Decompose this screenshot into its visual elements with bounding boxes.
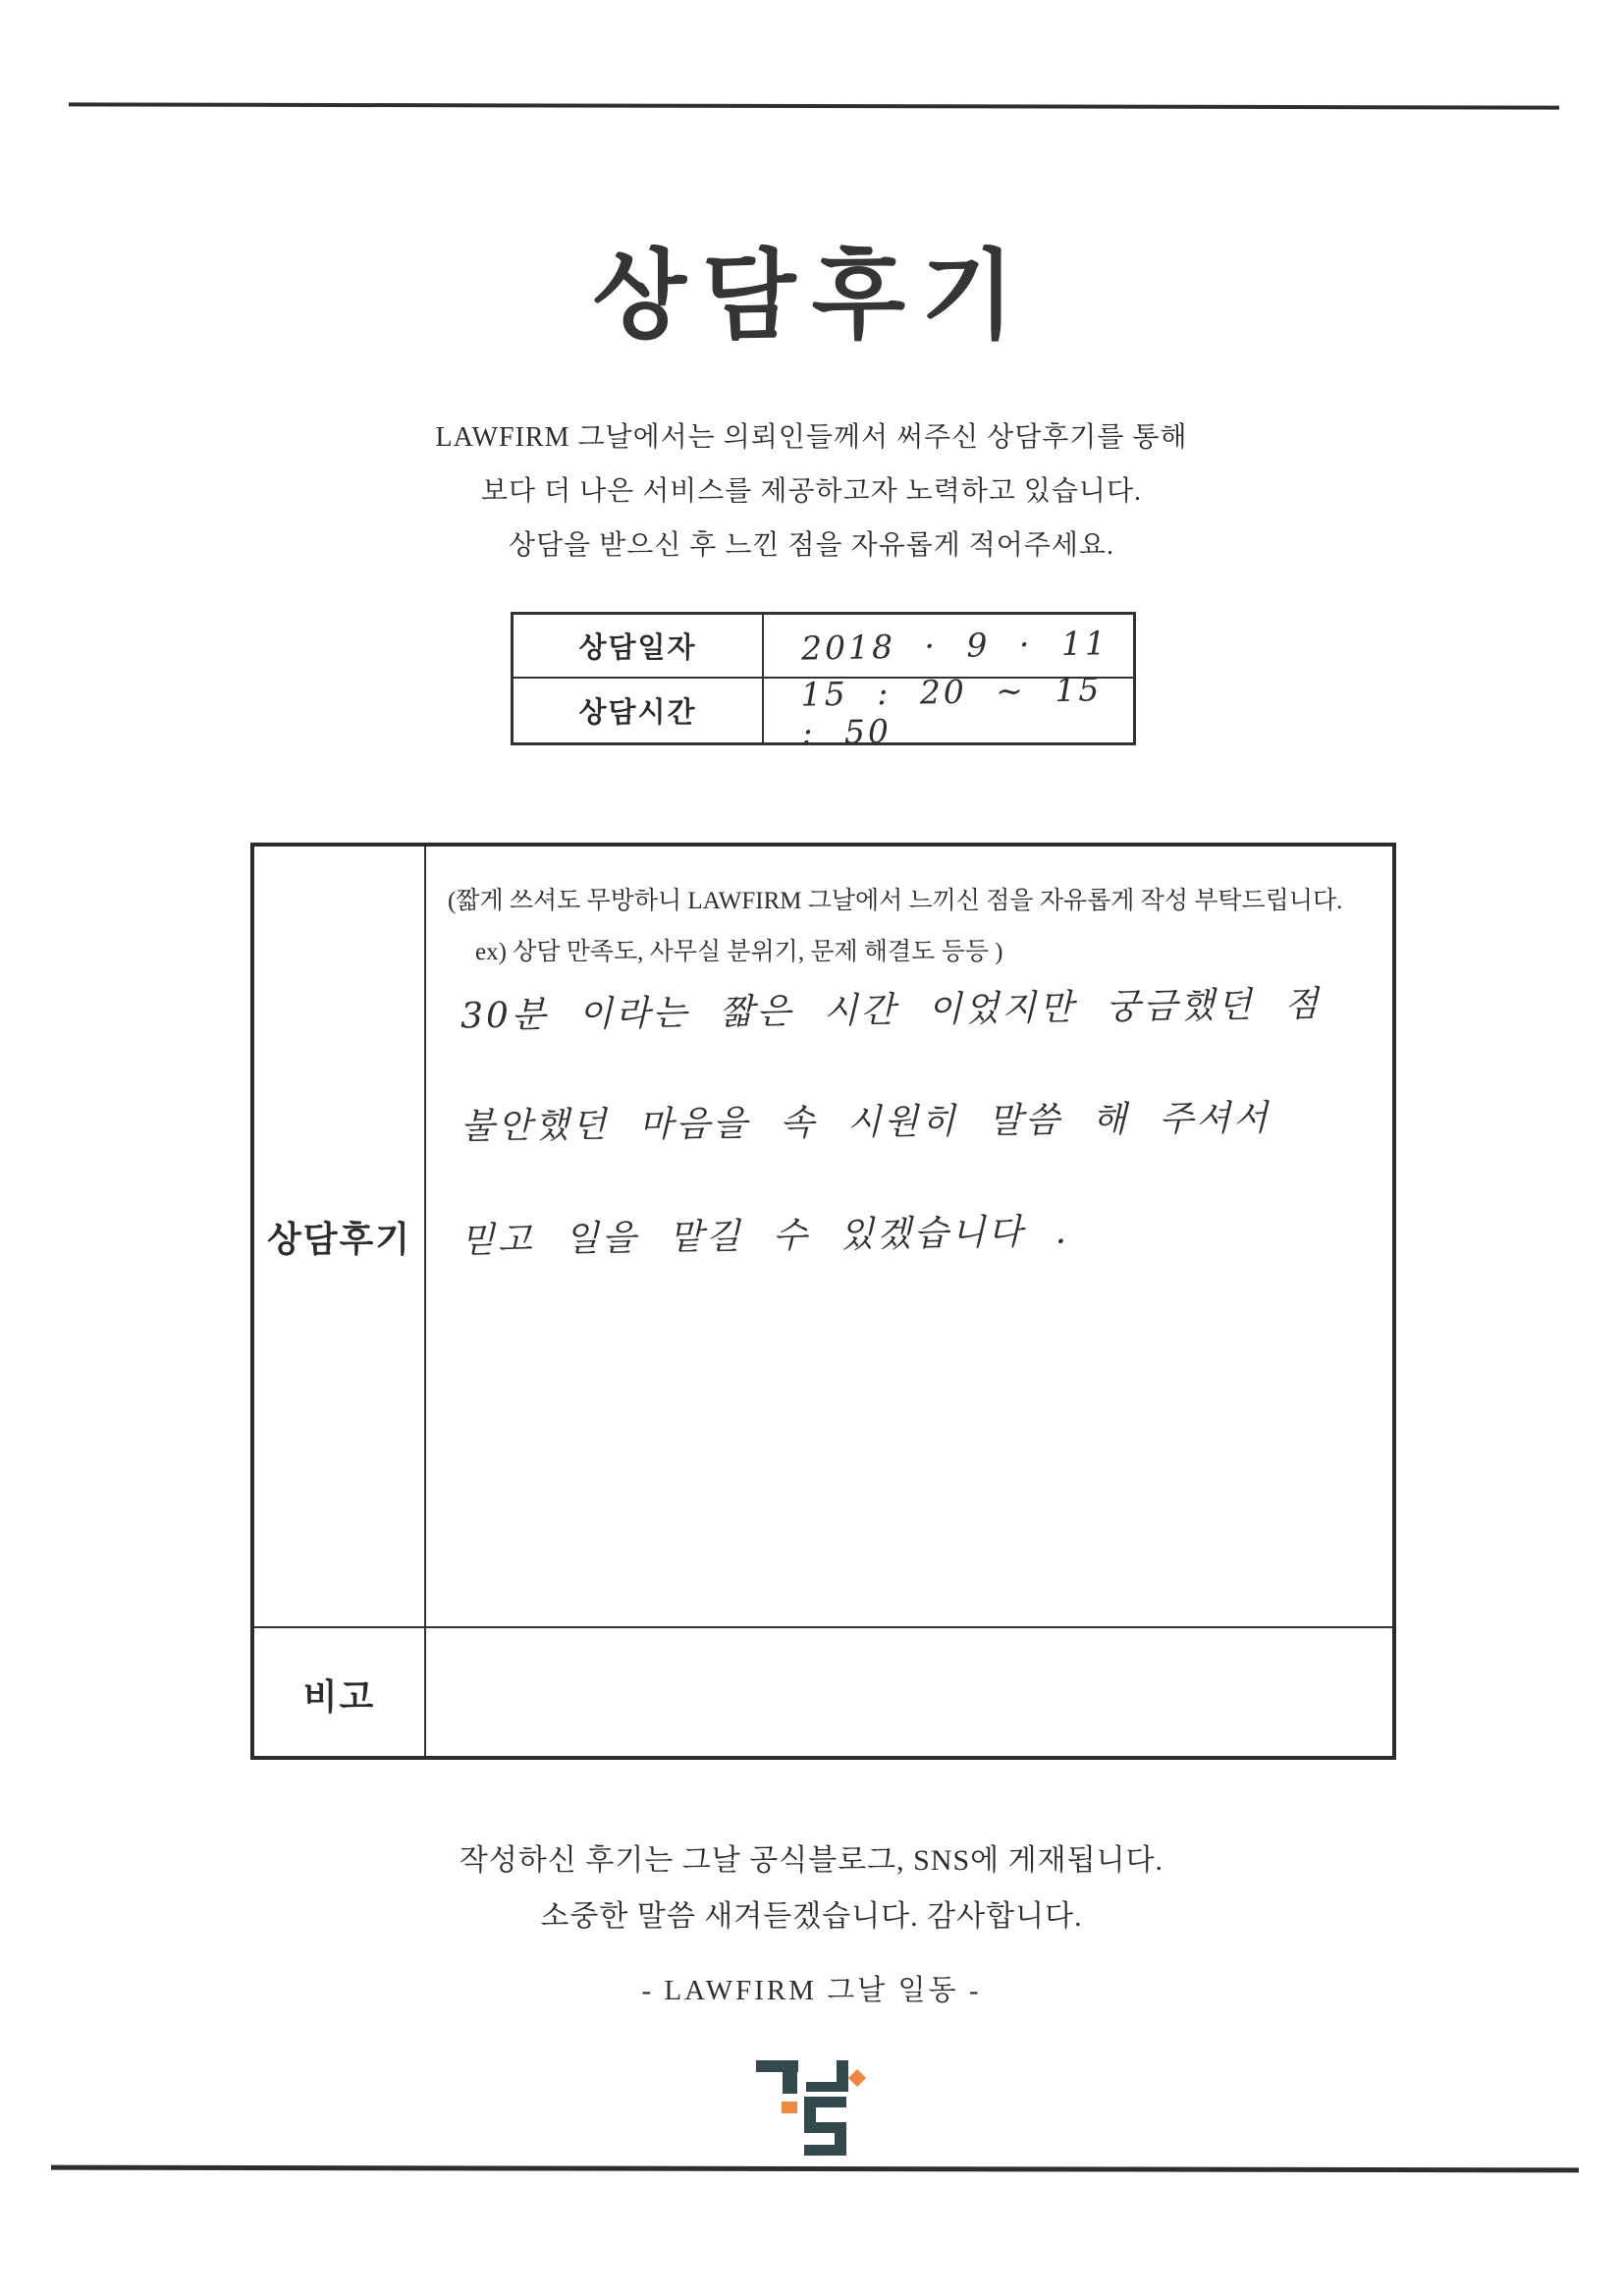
consult-date-label: 상담일자 (514, 615, 764, 677)
intro-text (0, 410, 1623, 573)
remarks-value (426, 1628, 1392, 1760)
table-row (514, 669, 1133, 752)
review-table (250, 843, 1396, 1760)
consultation-info-table (511, 612, 1136, 752)
table-row (514, 615, 1133, 679)
footer-line-2: 소중한 말씀 새겨듣겠습니다. 감사합니다. (540, 1900, 1083, 1933)
remarks-row-label: 비고 (302, 1676, 376, 1717)
top-divider-line (69, 102, 1559, 109)
instruction-text (448, 876, 1379, 978)
handwritten-review-line-1: 30분 이라는 짧은 시간 이었지만 궁금했던 점 (460, 984, 1322, 1037)
intro-line-3: 상담을 받으신 후 느낀 점을 자유롭게 적어주세요. (509, 530, 1114, 561)
intro-line-1: LAWFIRM 그날에서는 의뢰인들께서 써주신 상담후기를 통해 (435, 422, 1188, 453)
instruction-line-1: (짧게 쓰셔도 무방하니 LAWFIRM 그날에서 느끼신 점을 자유롭게 작성 부탁드립니다. (448, 888, 1343, 914)
review-row-label: 상담후기 (266, 1219, 412, 1259)
intro-line-2: 보다 더 나은 서비스를 제공하고자 노력하고 있습니다. (480, 476, 1143, 507)
handwritten-review-line-2: 불안했던 마음을 속 시원히 말씀 해 주셔서 (460, 1098, 1271, 1147)
review-body-cell (426, 847, 1392, 1626)
signoff-text: - LAWFIRM 그날 일동 - (641, 1975, 982, 2006)
gnal-logo-icon (735, 2048, 893, 2165)
footer-line-1: 작성하신 후기는 그날 공식블로그, SNS에 게재됩니다. (459, 1844, 1164, 1877)
consult-date-value: 2018 · 9 · 11 (800, 624, 1109, 668)
footer-note (0, 1832, 1623, 1944)
page-title: 상담후기 (592, 239, 1031, 353)
handwritten-review-line-3: 믿고 일을 맡길 수 있겠습니다 . (460, 1211, 1070, 1262)
consult-time-label: 상담시간 (514, 679, 764, 742)
bottom-divider-line (51, 2165, 1579, 2173)
consult-time-value: 15 : 20 ~ 15 : 50 (800, 669, 1103, 752)
instruction-line-2: ex) 상담 만족도, 사무실 분위기, 문제 해결도 등등 ) (475, 939, 1003, 965)
